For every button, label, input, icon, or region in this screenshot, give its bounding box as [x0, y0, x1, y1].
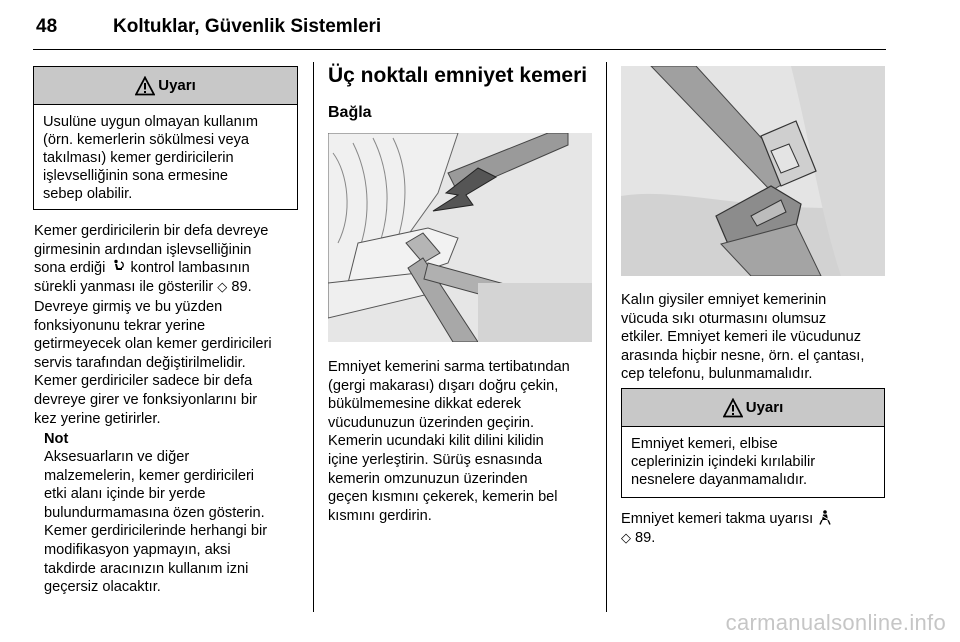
text-fragment: sona erdiği — [34, 260, 106, 277]
warning-line: işlevselliğinin sona ermesine — [43, 168, 228, 184]
text-line: arasında hiçbir nesne, örn. el çantası, — [621, 347, 865, 364]
text-line: servis tarafından değiştirilmelidir. — [34, 354, 246, 371]
text-line: vücudunuzun üzerinden geçirin. — [328, 414, 535, 431]
column-divider-1 — [313, 62, 314, 612]
text-line: bulundurmamasına özen gösterin. — [44, 504, 265, 521]
text-fragment: sürekli yanması ile gösterilir — [34, 278, 218, 295]
warning-title: Uyarı — [745, 399, 784, 416]
warning-line: takılması) kemer gerdiricilerin — [43, 150, 234, 166]
text-line: geçen kısmını çekerek, kemerin bel — [328, 489, 558, 506]
text-line: Kalın giysiler emniyet kemerinin — [621, 292, 827, 308]
section-heading: Üç noktalı emniyet kemeri — [328, 64, 588, 87]
text-line: malzemelerin, kemer gerdiricileri — [44, 467, 255, 484]
warning-line: Emniyet kemeri, elbise — [631, 436, 778, 452]
warning-box-2 — [621, 388, 885, 498]
warning-line: nesnelere dayanmamalıdır. — [631, 472, 808, 488]
warning-line: ceplerinizin içindeki kırılabilir — [631, 454, 816, 470]
text-fragment: kontrol lambasının — [126, 260, 250, 277]
text-line: Emniyet kemerini sarma tertibatından — [328, 359, 570, 375]
text-line: fonksiyonunu tekrar yerine — [34, 317, 206, 334]
text-line: devreye girer ve fonksiyonlarını bir — [34, 391, 258, 408]
belt-buckle-illustration — [621, 66, 885, 276]
text-line — [34, 278, 268, 297]
seatbelt-reminder-icon — [819, 510, 831, 525]
text-line: Kemer gerdiriciler sadece bir defa — [34, 373, 253, 390]
text-line: içine yerleştirin. Sürüş esnasında — [328, 451, 543, 468]
text-line: kısmını gerdirin. — [328, 507, 432, 524]
page-reference-link[interactable]: 89. — [631, 529, 656, 546]
page-header — [33, 14, 886, 50]
text-line: bükülmemesine dikkat ederek — [328, 396, 522, 413]
column-divider-2 — [606, 62, 607, 612]
paragraph-clothing — [621, 291, 864, 384]
text-line: girmesinin ardından işlevselliğinin — [34, 241, 252, 258]
warning-line: sebep olabilir. — [43, 186, 133, 202]
warning-header — [622, 389, 884, 427]
chapter-title: Koltuklar, Güvenlik Sistemleri — [113, 16, 382, 37]
text-line — [34, 259, 268, 278]
text-line: cep telefonu, bulunmamalıdır. — [621, 366, 813, 383]
text-line: kemerin omzunuzun üzerinden — [328, 470, 528, 487]
illustration-fastening-belt — [328, 133, 592, 342]
text-fragment: Emniyet kemeri takma uyarısı — [621, 511, 814, 527]
paragraph-reminder — [621, 510, 831, 547]
paragraph-fasten-instructions — [328, 358, 570, 525]
text-line: Kemer gerdiricilerinde herhangi bir — [44, 523, 268, 540]
warning-line: Usulüne uygun olmayan kullanım — [43, 114, 258, 130]
text-line: geçersiz olacaktır. — [44, 579, 161, 596]
text-line: takdirde aracınızın kullanım izni — [44, 560, 249, 577]
page-reference-link[interactable]: 89. — [227, 278, 252, 295]
warning-body — [622, 427, 884, 489]
warning-triangle-icon — [723, 398, 743, 418]
text-line: Aksesuarların ve diğer — [44, 449, 190, 465]
warning-line: (örn. kemerlerin sökülmesi veya — [43, 132, 250, 148]
text-line: etki alanı içinde bir yerde — [44, 486, 206, 503]
warning-box-1 — [33, 66, 298, 210]
text-line: vücuda sıkı oturmasını olumsuz — [621, 310, 827, 327]
text-line: (gergi makarası) dışarı doğru çekin, — [328, 377, 559, 394]
airbag-warning-lamp-icon — [112, 259, 126, 273]
watermark: carmanualsonline.info — [725, 610, 946, 635]
note-title: Not — [44, 431, 69, 447]
warning-triangle-icon — [135, 76, 155, 96]
warning-title: Uyarı — [158, 77, 196, 94]
text-line: etkiler. Emniyet kemeri ile vücudunuz — [621, 329, 862, 346]
warning-header — [34, 67, 297, 105]
paragraph-replacement — [34, 298, 272, 428]
text-line: Devreye girmiş ve bu yüzden — [34, 299, 223, 315]
subsection-heading: Bağla — [328, 104, 372, 121]
paragraph-pretensioner-lamp — [34, 222, 268, 296]
page-number: 48 — [36, 16, 58, 37]
text-line: kez yerine getirirler. — [34, 410, 161, 427]
text-line: modifikasyon yapmayın, aksi — [44, 541, 231, 558]
text-line — [621, 529, 831, 548]
belt-fastening-illustration — [328, 133, 592, 342]
warning-body — [34, 105, 297, 203]
illustration-buckle — [621, 66, 885, 276]
text-line: Kemer gerdiricilerin bir defa devreye — [34, 223, 269, 239]
text-line — [621, 510, 831, 529]
page-reference-arrow-icon: ◇ — [621, 529, 631, 545]
page-reference-arrow-icon: ◇ — [217, 278, 228, 294]
note-body — [44, 448, 267, 597]
text-line: getirmeyecek olan kemer gerdiricileri — [34, 336, 272, 353]
text-line: Kemerin ucundaki kilit dilini kilidin — [328, 433, 544, 450]
